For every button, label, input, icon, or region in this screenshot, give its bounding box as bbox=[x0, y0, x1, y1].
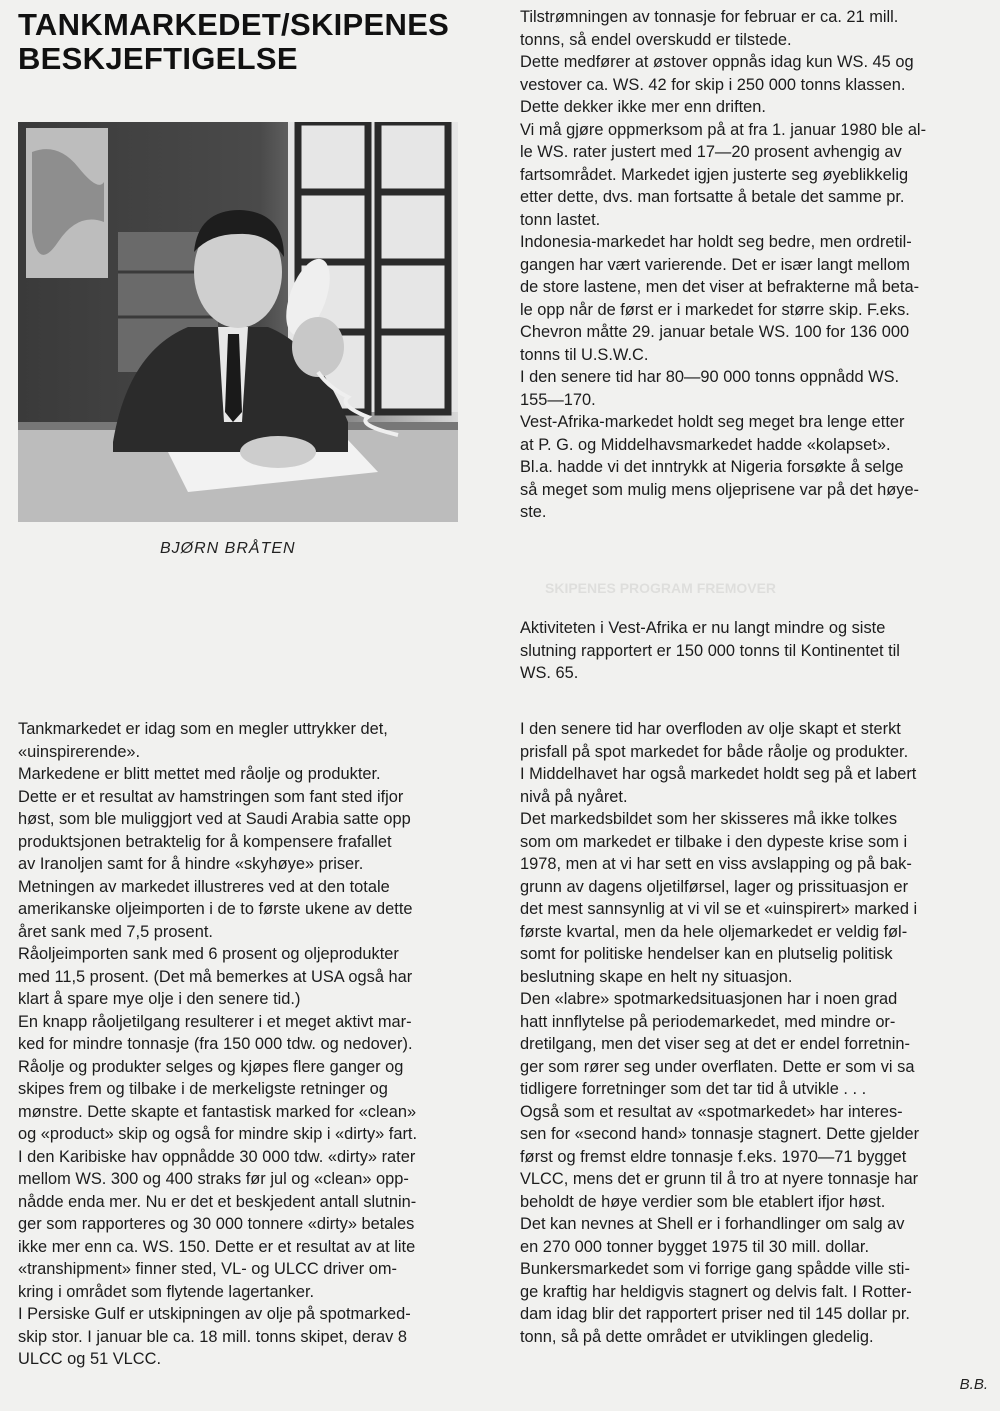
text-line: 1978, men at vi har sett en viss avslapping og på bak- bbox=[520, 855, 912, 873]
title-line-1: TANKMARKEDET/SKIPENES bbox=[18, 7, 450, 42]
text-line: «transhipment» finner sted, VL- og ULCC driver om- bbox=[18, 1260, 397, 1278]
text-line: Vest-Afrika-markedet holdt seg meget bra lenge etter bbox=[520, 413, 905, 431]
text-line: året sank med 7,5 prosent. bbox=[18, 922, 213, 941]
article-title bbox=[18, 8, 498, 76]
text-line: det mest sannsynlig at vi vil se et «uinspirert» marked i bbox=[520, 900, 918, 918]
text-line: tonns til U.S.W.C. bbox=[520, 345, 649, 364]
author-signature: B.B. bbox=[959, 1376, 988, 1393]
right-column-top bbox=[520, 6, 990, 524]
text-line: gangen har vært varierende. Det er især langt mellom bbox=[520, 255, 910, 274]
text-line: somt for politiske hendelser kan en plutselig politisk bbox=[520, 945, 893, 963]
text-line: Råoljeimporten sank med 6 prosent og oljeprodukter bbox=[18, 945, 399, 963]
text-line: så meget som mulig mens oljeprisene var på det høye- bbox=[520, 480, 920, 499]
text-line: Råolje og produkter selges og kjøpes flere ganger og bbox=[18, 1057, 404, 1076]
text-line: I den senere tid har overfloden av olje skapt et sterkt bbox=[520, 720, 901, 738]
portrait-illustration bbox=[18, 122, 458, 522]
text-line: ULCC og 51 VLCC. bbox=[18, 1350, 162, 1368]
text-line: hatt innflytelse på periodemarkedet, med mindre or- bbox=[520, 1012, 896, 1031]
text-line: Bl.a. hadde vi det inntrykk at Nigeria forsøkte å selge bbox=[520, 458, 904, 476]
text-line: 155—170. bbox=[520, 390, 596, 409]
text-line: beholdt de høye verdier som ble etablert ifjor høst. bbox=[520, 1192, 886, 1211]
title-line-2: BESKJEFTIGELSE bbox=[18, 41, 298, 76]
text-line: dam idag blir det rapportert priser ned til 145 dollar pr. bbox=[520, 1305, 910, 1323]
text-line: og «product» skip og også for mindre skip i «dirty» fart. bbox=[18, 1125, 418, 1143]
text-line: høst, som ble muliggjort ved at Saudi Arabia satte opp bbox=[18, 810, 411, 828]
text-line: vestover ca. WS. 42 for skip i 250 000 tonns klassen. bbox=[520, 75, 906, 94]
text-line: Vi må gjøre oppmerksom på at fra 1. januar 1980 ble al- bbox=[520, 120, 927, 139]
right-column-bottom bbox=[520, 718, 990, 1348]
text-line: slutning rapportert er 150 000 tonns til Kontinentet til bbox=[520, 641, 900, 660]
text-line: Chevron måtte 29. januar betale WS. 100 for 136 000 bbox=[520, 323, 910, 341]
text-line: tidligere forretninger som det tar tid å utvikle . . . bbox=[520, 1080, 867, 1098]
text-line: tonns, så endel overskudd er tilstede. bbox=[520, 30, 792, 49]
text-line: I Middelhavet har også markedet holdt seg på et labert bbox=[520, 765, 917, 783]
text-line: VLCC, mens det er grunn til å tro at nyere tonnasje har bbox=[520, 1170, 919, 1188]
text-line: le opp når de først er i markedet for større skip. F.eks. bbox=[520, 300, 910, 319]
text-line: grunn av dagens oljetilførsel, lager og prissituasjon er bbox=[520, 877, 909, 896]
text-line: amerikanske oljeimporten i de to første ukene av dette bbox=[18, 900, 413, 918]
text-line: med 11,5 prosent. (Det må bemerkes at USA også har bbox=[18, 967, 413, 986]
text-line: en 270 000 tonner bygget 1975 til 30 mill. dollar. bbox=[520, 1237, 869, 1256]
text-line: tonn, så på dette området er utviklingen gledelig. bbox=[520, 1327, 874, 1346]
text-line: produktsjonen betraktelig for å kompensere frafallet bbox=[18, 832, 392, 851]
text-line: ste. bbox=[520, 503, 547, 521]
text-line: Metningen av markedet illustreres ved at den totale bbox=[18, 877, 390, 896]
text-line: Tilstrømningen av tonnasje for februar er ca. 21 mill. bbox=[520, 8, 899, 26]
text-line: først og fremst eldre tonnasje f.eks. 1970—71 bygget bbox=[520, 1147, 907, 1166]
text-line: sen for «second hand» tonnasje stagnert. Dette gjelder bbox=[520, 1125, 920, 1143]
text-line: Tankmarkedet er idag som en megler uttrykker det, bbox=[18, 720, 388, 738]
text-line: Det kan nevnes at Shell er i forhandlinger om salg av bbox=[520, 1215, 905, 1233]
text-line: I den Karibiske hav oppnådde 30 000 tdw. «dirty» rater bbox=[18, 1147, 416, 1166]
portrait-photo bbox=[18, 122, 458, 522]
text-line: WS. 65. bbox=[520, 664, 579, 682]
text-line: ger som rapporteres og 30 000 tonnere «dirty» betales bbox=[18, 1215, 415, 1233]
text-line: ked for mindre tonnasje (fra 150 000 tdw. og nedover). bbox=[18, 1035, 413, 1053]
right-column-middle bbox=[520, 617, 990, 685]
text-line: av Iranoljen samt for å hindre «skyhøye» priser. bbox=[18, 855, 364, 873]
bleed-through-text: SKIPENES PROGRAM FREMOVER bbox=[545, 580, 777, 596]
text-line: skip stor. I januar ble ca. 18 mill. tonns skipet, derav 8 bbox=[18, 1327, 408, 1346]
text-line: første kvartal, men da hele oljemarkedet er veldig føl- bbox=[520, 922, 908, 941]
text-line: de store lastene, men det viser at befrakterne må beta- bbox=[520, 278, 920, 296]
text-line: klart å spare mye olje i den senere tid.) bbox=[18, 990, 301, 1008]
text-line: mønstre. Dette skapte et fantastisk marked for «clean» bbox=[18, 1102, 417, 1121]
text-line: prisfall på spot markedet for både råolje og produkter. bbox=[520, 742, 909, 761]
left-column bbox=[18, 718, 496, 1371]
text-line: Markedene er blitt mettet med råolje og produkter. bbox=[18, 765, 381, 783]
text-line: Den «labre» spotmarkedsituasjonen har i noen grad bbox=[520, 990, 898, 1008]
text-line: mellom WS. 300 og 400 straks før jul og «clean» opp- bbox=[18, 1170, 409, 1188]
text-line: at P. G. og Middelhavsmarkedet hadde «kolapset». bbox=[520, 435, 891, 454]
text-line: tonn lastet. bbox=[520, 210, 601, 229]
text-line: etter dette, dvs. man fortsatte å betale det samme pr. bbox=[520, 188, 905, 206]
text-line: Aktiviteten i Vest-Afrika er nu langt mindre og siste bbox=[520, 619, 886, 637]
text-line: ger som rører seg under overflaten. Dette er som vi sa bbox=[520, 1057, 915, 1076]
text-line: fartsområdet. Markedet igjen justerte seg øyeblikkelig bbox=[520, 165, 909, 184]
text-line: beslutning skape en helt ny situasjon. bbox=[520, 967, 793, 986]
text-line: le WS. rater justert med 17—20 prosent avhengig av bbox=[520, 143, 902, 161]
text-line: skipes frem og tilbake i de merkeligste retninger og bbox=[18, 1080, 388, 1098]
text-line: Dette dekker ikke mer enn driften. bbox=[520, 98, 766, 116]
text-line: dretilgang, men det viser seg at det er endel forretnin- bbox=[520, 1035, 910, 1053]
text-line: Dette medfører at østover oppnås idag kun WS. 45 og bbox=[520, 53, 914, 71]
text-line: Også som et resultat av «spotmarkedet» har interes- bbox=[520, 1102, 903, 1121]
text-line: ikke mer enn ca. WS. 150. Dette er et resultat av at lite bbox=[18, 1237, 416, 1256]
text-line: Dette er et resultat av hamstringen som fant sted ifjor bbox=[18, 787, 404, 806]
text-line: I den senere tid har 80—90 000 tonns oppnådd WS. bbox=[520, 368, 900, 386]
text-line: «uinspirerende». bbox=[18, 742, 141, 761]
text-line: ge kraftig har heldigvis stagnert og delvis falt. I Rotter- bbox=[520, 1282, 912, 1301]
text-line: I Persiske Gulf er utskipningen av olje på spotmarked- bbox=[18, 1305, 411, 1323]
text-line: som om markedet er tilbake i den dypeste krise som i bbox=[520, 832, 908, 851]
text-line: Det markedsbildet som her skisseres må ikke tolkes bbox=[520, 810, 898, 828]
text-line: nådde enda mer. Nu er det et beskjedent antall slutnin- bbox=[18, 1192, 417, 1211]
text-line: kring i området som flytende lagertanker. bbox=[18, 1282, 315, 1301]
text-line: Indonesia-markedet har holdt seg bedre, men ordretil- bbox=[520, 233, 912, 251]
photo-caption: BJØRN BRÅTEN bbox=[160, 540, 296, 557]
text-line: Bunkersmarkedet som vi forrige gang spådde ville sti- bbox=[520, 1260, 910, 1278]
text-line: nivå på nyåret. bbox=[520, 787, 628, 806]
text-line: En knapp råoljetilgang resulterer i et meget aktivt mar- bbox=[18, 1012, 412, 1031]
